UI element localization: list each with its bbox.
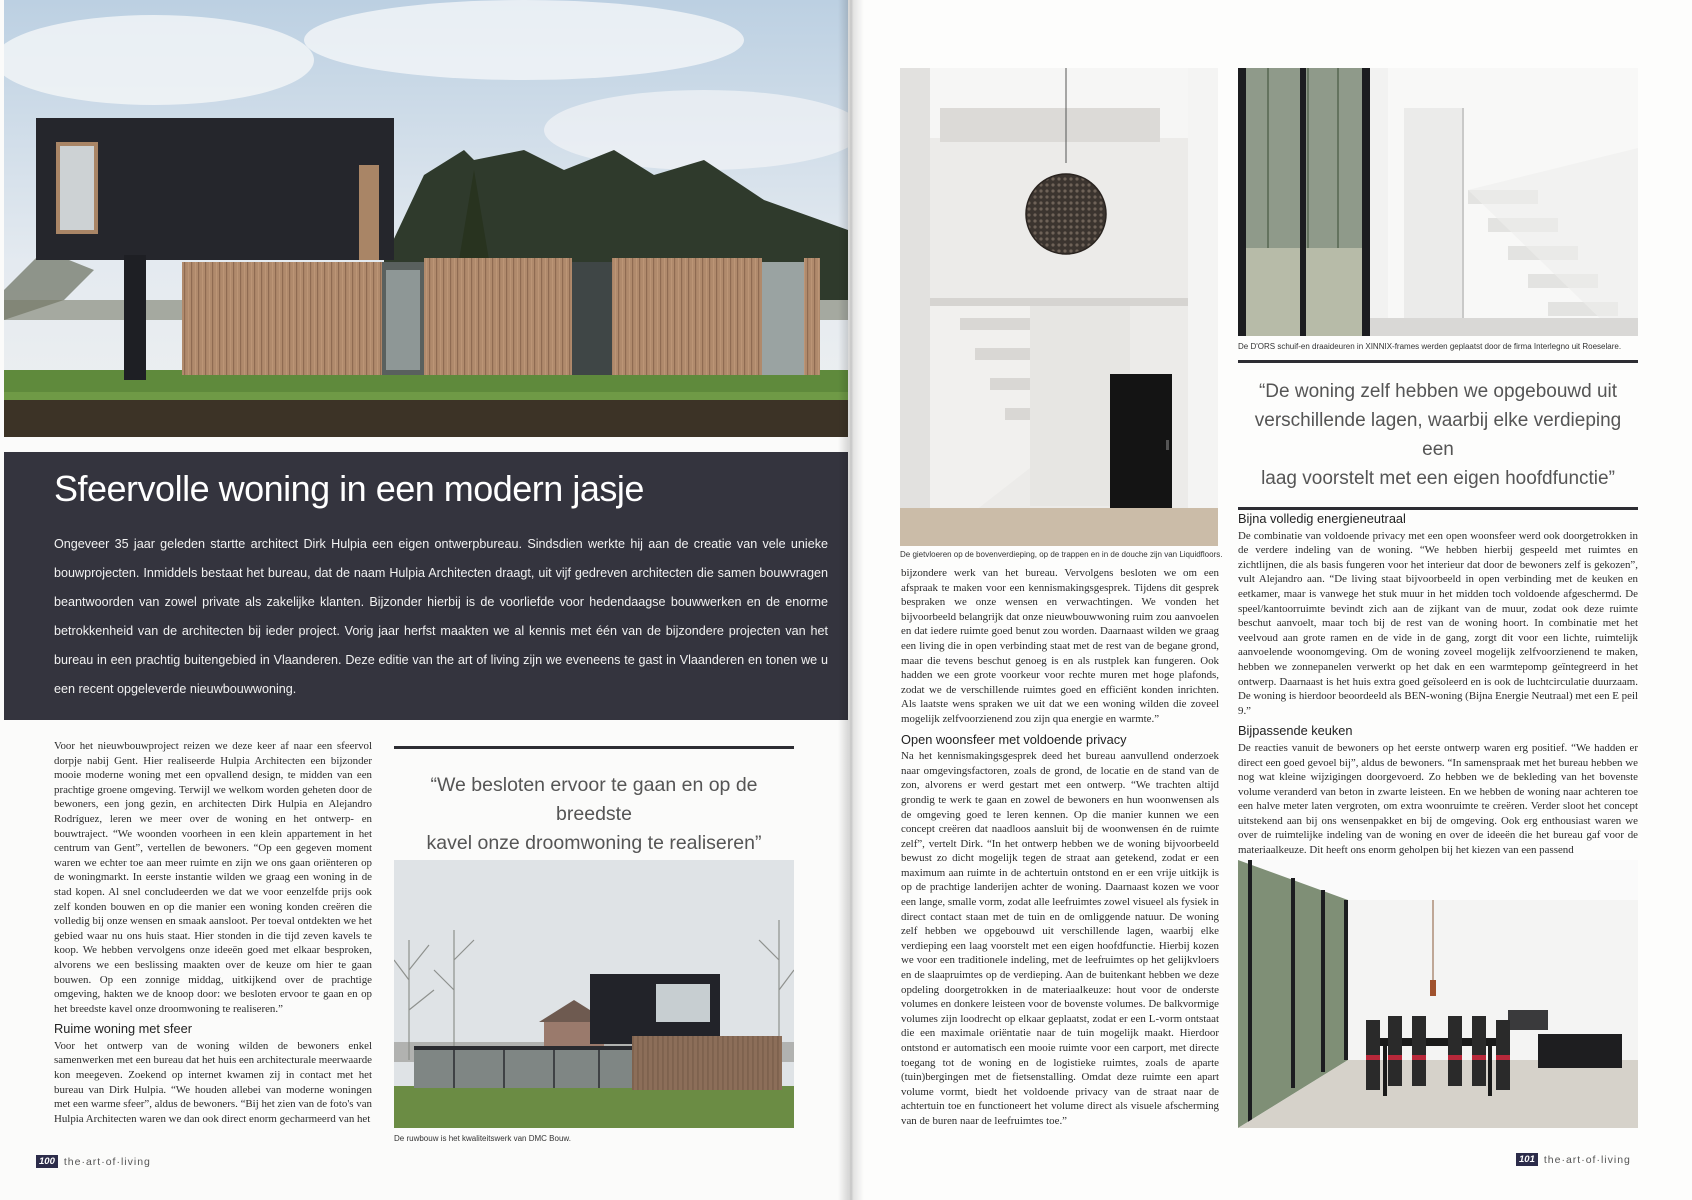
house-exterior-photo [4, 0, 848, 437]
body-paragraph: Na het kennismakingsgesprek deed het bureau aanvullend onderzoek naar omgevingsfactoren, zoals de grond, de locatie en de stand van de zon, alvorens er werd gestart met een ontwerp. “We trachten altijd grondig te werk te gaan en zowel de bewoners en hun woonwensen als de omgeving goed te leren kennen. Op die manier kunnen we een concept creëren dat naadloos aansluit bij de woonwensen én de ruimte zelf”, vertelt Dirk. “In het ontwerp hebben we de woning bijvoorbeeld bewust zo dicht mogelijk tegen de straat aan getekend, zodat er een maximum aan ruimte in de achtertuin ontstond en er een vrije uitkijk is op de prachtige landerijen achter de woning. Daarnaast kozen we voor een lange, smalle vorm, zodat alle leefruimtes zowel visueel als fysiek in direct contact staan met de tuin en de omliggende natuur. De woning zelf hebben we opgebouwd uit verschillende lagen, waarbij elke verdieping een laag voorstelt met een eigen hoofdfunctie. Hierbij kozen we voor een traditionele indeling, met de leefruimtes op het gelijkvloers en de slaapruimtes op de verdieping. Aan de buitenkant hebben we deze opdeling doorgetrokken in de materiaalkeuze: hout voor de onderste volumes en donkere leisteen voor de bovenste volumes. De balkvormige volumes zijn loodrecht op elkaar geplaatst, zodat er een L-vorm ontstaat die een maximale oriëntatie naar de tuin mogelijk maakt. Hierdoor ontstond er automatisch een mooie ruimte voor een carport, met directe toegang tot de woning en de logistieke ruimtes, zoals de aparte (tuin)bergingen met de fietsenstalling. Omdat deze ruimte een apart volume vormt, biedt het voldoende privacy van de straat naar de achtertuin toe en functioneert het volume direct als visuele afscherming van de buren naar de leefruimtes toe.” [901, 750, 1219, 1127]
pull-quote-line: laag voorstelt met een eigen hoofdfunctie” [1261, 468, 1615, 489]
body-paragraph: Voor het ontwerp van de woning wilden de bewoners enkel samenwerken met een bureau dat het huis een architecturale meerwaarde kon meegeven. Zoekend op internet kwamen zij in contact met het bureau van Dirk Hulpia. “We houden allebei van moderne woningen met een warme sfeer”, aldus de bewoners. “Bij het zien van de foto's van Hulpia Architecten waren we dan ook direct enorm gecharmeerd van het [54, 1039, 372, 1125]
photo-caption: De D'ORS schuif-en draaideuren in XINNIX-frames werden geplaatst door de firma Interlegno uit Roeselare. [1238, 342, 1622, 351]
stairwell-photo [900, 68, 1218, 546]
pull-quote-line: “De woning zelf hebben we opgebouwd uit [1258, 381, 1618, 402]
magazine-name: the·art·of·living [1543, 1153, 1631, 1166]
magazine-name: the·art·of·living [63, 1155, 151, 1168]
dining-room-photo [1238, 860, 1638, 1128]
section-heading: Open woonsfeer met voldoende privacy [901, 731, 1127, 747]
section-heading: Ruime woning met sfeer [54, 1021, 192, 1037]
page-folio [1516, 1153, 1631, 1166]
pull-quote-line: verschillende lagen, waarbij elke verdieping een [1254, 410, 1622, 460]
title-band [4, 452, 848, 720]
photo-caption: De ruwbouw is het kwaliteitswerk van DMC Bouw. [394, 1134, 571, 1143]
page-number: 101 [1516, 1153, 1538, 1166]
pull-quote-line: kavel onze droomwoning te realiseren” [426, 832, 762, 854]
house-side-photo [394, 860, 794, 1128]
pull-quote [1238, 360, 1638, 510]
body-paragraph: De combinatie van voldoende privacy met een open woonsfeer werd ook doorgetrokken in de verdere indeling van de woning. “We hebben hierbij gespeeld met ruimtes en zichtlijnen, die als basis fungeren voor het interieur dat door de bewoners zelf is gekozen”, vult Alejandro aan. “De living staat bijvoorbeeld in open verbinding met de keuken en eetkamer, maar is vanwege het stuk muur in het midden toch voldoende afgeschermd. De speel/kantoorruimte bevindt zich aan de zijkant van de muur, zodat ook deze ruimte beschut aanvoelt, maar toch bij de rest van de woning hoort. In combinatie met het veelvoud aan grote ramen en de vide in de gang, zorgt dit voor een lichte, ruimtelijk aanvoelende woonomgeving. Om de woning zoveel mogelijk zelfvoorzienend te maken, hebben we zonnepanelen verwerkt op het dak en een warmtepomp geïntegreerd in het ontwerp. Daarnaast is het huis extra goed geïsoleerd en is ook de luchtcirculatie duurzaam. De woning is hierdoor beoordeeld als BEN-woning (Bijna Energie Neutraal) met een E peil 9.” [1238, 529, 1638, 717]
pull-quote [394, 746, 794, 872]
pull-quote-line: “We besloten ervoor te gaan en op de breedste [430, 774, 758, 825]
photo-caption: De gietvloeren op de bovenverdieping, op de trappen en in de douche zijn van Liquidfloors. [900, 550, 1223, 559]
right-body-column-1 [901, 566, 1219, 1129]
article-title: Sfeervolle woning in een modern jasje [54, 468, 644, 509]
page-number: 100 [36, 1155, 58, 1168]
left-body-column [54, 739, 372, 1126]
right-page [848, 0, 1692, 1200]
right-body-column-2 [1238, 506, 1638, 858]
body-paragraph: Voor het nieuwbouwproject reizen we deze keer af naar een sfeervol dorpje nabij Gent. Hier realiseerde Hulpia Architecten een bijzonder mooie moderne woning met een opvallend design, te midden van een prachtige groene omgeving. Terwijl we welkom worden geheten door de bewoners, een jong gezin, en architecten Dirk Hulpia en Alejandro Rodríguez, leren we meer over de woning en het ontwerp- en bouwtraject. “We woonden voorheen in een klein appartement in het centrum van Gent”, vertellen de bewoners. “Op een gegeven moment waren we echter toe aan meer ruimte en zijn we ons gaan oriënteren op de woningmarkt. In eerste instantie wilden we graag een woning in de stad kopen. Al snel concludeerden we dat we voor eenzelfde prijs ook zelf konden bouwen en op die manier een woning konden creëren die volledig bij onze wensen en smaak aansloot. Per toeval ontdekten we het gebied waar nu ons huis staat. Hier stonden in die tijd zeven kavels te koop. We hebben vervolgens onze ideeën goed met elkaar besproken, alvorens we een beslissing maakten over de keuze om hier te gaan bouwen. Op een zonnige middag, uitkijkend over de prachtige omgeving, hakten we de knoop door: we besloten ervoor te gaan en op het breedste kavel onze droomwoning te realiseren.” [54, 740, 372, 1015]
body-paragraph: De reacties vanuit de bewoners op het eerste ontwerp waren erg positief. “We hadden er direct een goed gevoel bij”, aldus de bewoners. “In samenspraak met het bureau hebben we nog wat kleine wijzigingen doorgevoerd. Zo hebben we de bekleding van het bovenste volume veranderd van beton in zwarte leisteen. En we hebben de woning naar achteren toe een halve meter laten vergroten, om extra woonruimte te creëren. Verder sloot het concept uitstekend aan bij ons wensenpakket en bij de omgeving. Ook erg enthousiast waren we over de ruimtelijke indeling van de woning en over de ideeën die het bureau gaf voor de materiaalkeuze. Dit heeft ons enorm geholpen bij het kiezen van een passend [1238, 741, 1638, 857]
intro-paragraph: Ongeveer 35 jaar geleden startte architect Dirk Hulpia een eigen ontwerpbureau. Sindsdien werkte hij aan de creatie van vele unieke bouwprojecten. Inmiddels bestaat het bureau, dat de naam Hulpia Architecten draagt, uit vijf gedreven architecten die samen bouwvragen beantwoorden van zowel private als zakelijke klanten. Bijzonder hierbij is de voorliefde voor hedendaagse bouwwerken en de enorme betrokkenheid van de architecten bij ieder project. Vorig jaar herfst maakten we al kennis met één van de bijzondere projecten van het bureau in een prachtig buitengebied in Vlaanderen. Deze editie van the art of living zijn we eveneens te gast in Vlaanderen en tonen we u een recent opgeleverde nieuwbouwwoning. [54, 537, 828, 696]
section-heading: Bijpassende keuken [1238, 723, 1353, 739]
sliding-door-photo [1238, 68, 1638, 336]
body-paragraph: bijzondere werk van het bureau. Vervolgens besloten we om een afspraak te maken voor een kennismakingsgesprek. Tijdens dit gesprek bespraken we onze wensen en verwachtingen. We vonden het bijvoorbeeld belangrijk dat onze nieuwbouwwoning ruim zou aanvoelen en dat iedere ruimte goed benut zou worden. Daarnaast wilden we graag een living die in open verbinding staat met de rest van de begane grond, maar die tevens beschut genoeg is en als rustplek kan fungeren. Ook hadden we een grote voorkeur voor rechte muren met hoge plafonds, zodat we de verschillende ruimtes goed en efficiënt konden inrichten. Als laatste wens spraken we uit dat we een woning wilden die zoveel mogelijk zelfvoorzienend zou zijn qua energie en warmte.” [901, 567, 1219, 725]
section-heading: Bijna volledig energieneutraal [1238, 511, 1406, 526]
page-folio [36, 1155, 151, 1168]
